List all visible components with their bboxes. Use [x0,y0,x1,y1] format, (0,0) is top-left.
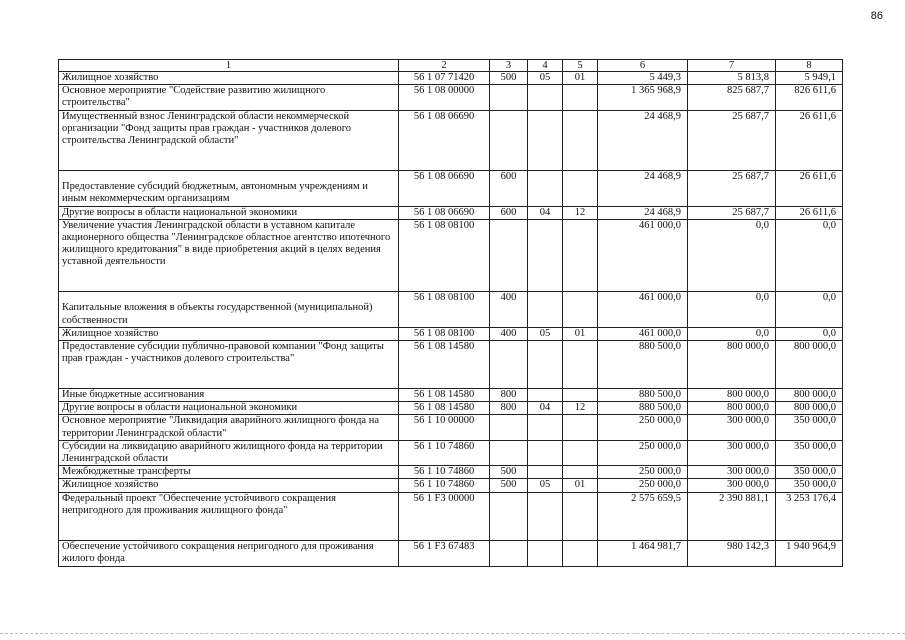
row-type-cell [490,219,528,291]
row-code-cell: 56 1 08 14580 [399,341,490,389]
row-subsection-cell [563,466,598,479]
row-year1-value: 1 365 968,9 [598,85,688,110]
row-section-cell: 05 [528,479,563,492]
row-type-cell [490,540,528,566]
row-code-cell: 56 1 08 06690 [399,110,490,170]
page-bottom-divider [0,633,905,634]
table-row [59,170,843,206]
row-year3-value: 800 000,0 [776,402,843,415]
row-section-cell [528,219,563,291]
row-year1-value: 250 000,0 [598,415,688,440]
row-year2-value: 800 000,0 [688,402,776,415]
page-number: 86 [870,10,883,22]
row-name-cell: Капитальные вложения в объекты государственной (муниципальной) собственности [59,291,399,327]
row-year1-value: 461 000,0 [598,219,688,291]
row-subsection-cell: 01 [563,72,598,85]
row-name-cell: Жилищное хозяйство [59,72,399,85]
row-section-cell [528,341,563,389]
row-year3-value: 26 611,6 [776,170,843,206]
row-type-cell: 600 [490,206,528,219]
row-year3-value: 800 000,0 [776,341,843,389]
row-name-cell: Предоставление субсидий бюджетным, автономным учреждениям и иным некоммерческим организациям [59,170,399,206]
row-code-cell: 56 1 08 08100 [399,291,490,327]
row-type-cell: 500 [490,479,528,492]
row-year3-value: 350 000,0 [776,440,843,465]
row-year1-value: 250 000,0 [598,466,688,479]
row-name-cell: Жилищное хозяйство [59,479,399,492]
row-type-cell: 400 [490,327,528,340]
row-year3-value: 26 611,6 [776,110,843,170]
table-row [59,327,843,340]
table-row [59,540,843,566]
column-header: 6 [598,60,688,72]
row-year1-value: 24 468,9 [598,206,688,219]
table-row [59,479,843,492]
table-row [59,206,843,219]
row-year2-value: 300 000,0 [688,479,776,492]
row-year3-value: 0,0 [776,327,843,340]
row-year2-value: 800 000,0 [688,389,776,402]
row-section-cell [528,389,563,402]
row-year3-value: 350 000,0 [776,415,843,440]
row-year1-value: 461 000,0 [598,327,688,340]
row-name-cell: Основное мероприятие "Ликвидация аварийного жилищного фонда на территории Ленинградской области" [59,415,399,440]
row-name-cell: Предоставление субсидии публично-правовой компании "Фонд защиты прав граждан - участников долевого строительства" [59,341,399,389]
row-name-cell: Другие вопросы в области национальной экономики [59,206,399,219]
row-code-cell: 56 1 08 00000 [399,85,490,110]
row-section-cell: 05 [528,72,563,85]
row-year2-value: 300 000,0 [688,415,776,440]
row-code-cell: 56 1 10 00000 [399,415,490,440]
table-row [59,291,843,327]
row-type-cell: 400 [490,291,528,327]
row-section-cell [528,415,563,440]
column-header: 8 [776,60,843,72]
row-name-cell: Жилищное хозяйство [59,327,399,340]
column-header: 5 [563,60,598,72]
row-type-cell [490,492,528,540]
row-year1-value: 2 575 659,5 [598,492,688,540]
row-subsection-cell: 12 [563,402,598,415]
row-subsection-cell [563,415,598,440]
row-year3-value: 800 000,0 [776,389,843,402]
row-subsection-cell [563,389,598,402]
row-year3-value: 5 949,1 [776,72,843,85]
row-name-cell: Имущественный взнос Ленинградской области некоммерческой организации "Фонд защиты прав граждан - участников долевого строительства Ленинградской области" [59,110,399,170]
column-header: 2 [399,60,490,72]
table-row [59,219,843,291]
table-header-row [59,60,843,72]
row-year2-value: 300 000,0 [688,440,776,465]
row-name-cell: Увеличение участия Ленинградской области в уставном капитале акционерного общества "Ленинградское областное агентство ипотечного жилищного кредитования" в виде приобретения акций в целях ведения уставной деятельности [59,219,399,291]
row-code-cell: 56 1 08 06690 [399,206,490,219]
row-name-cell: Субсидии на ликвидацию аварийного жилищного фонда на территории Ленинградской области [59,440,399,465]
row-year1-value: 250 000,0 [598,479,688,492]
row-year1-value: 461 000,0 [598,291,688,327]
row-subsection-cell [563,492,598,540]
row-section-cell: 05 [528,327,563,340]
row-year1-value: 1 464 981,7 [598,540,688,566]
row-year3-value: 0,0 [776,219,843,291]
row-section-cell [528,291,563,327]
row-subsection-cell [563,291,598,327]
row-year2-value: 825 687,7 [688,85,776,110]
row-code-cell: 56 1 07 71420 [399,72,490,85]
row-code-cell: 56 1 F3 67483 [399,540,490,566]
row-subsection-cell [563,170,598,206]
table-body [59,60,843,567]
row-type-cell [490,440,528,465]
table-row [59,492,843,540]
table-row [59,389,843,402]
row-section-cell [528,110,563,170]
column-header: 7 [688,60,776,72]
row-code-cell: 56 1 08 06690 [399,170,490,206]
row-year1-value: 24 468,9 [598,110,688,170]
row-year2-value: 2 390 881,1 [688,492,776,540]
column-header: 1 [59,60,399,72]
row-subsection-cell [563,110,598,170]
table-row [59,85,843,110]
row-year1-value: 880 500,0 [598,341,688,389]
row-code-cell: 56 1 08 08100 [399,327,490,340]
row-section-cell [528,440,563,465]
row-code-cell: 56 1 10 74860 [399,479,490,492]
row-year3-value: 26 611,6 [776,206,843,219]
row-name-cell: Федеральный проект "Обеспечение устойчивого сокращения непригодного для проживания жилищного фонда" [59,492,399,540]
row-subsection-cell [563,219,598,291]
row-year1-value: 5 449,3 [598,72,688,85]
row-section-cell [528,466,563,479]
row-year2-value: 25 687,7 [688,110,776,170]
row-subsection-cell [563,540,598,566]
row-year1-value: 250 000,0 [598,440,688,465]
row-subsection-cell: 01 [563,479,598,492]
row-code-cell: 56 1 08 14580 [399,402,490,415]
row-section-cell [528,170,563,206]
row-code-cell: 56 1 10 74860 [399,466,490,479]
row-section-cell [528,492,563,540]
row-subsection-cell [563,341,598,389]
row-year1-value: 880 500,0 [598,402,688,415]
table-row [59,110,843,170]
row-type-cell [490,341,528,389]
row-type-cell [490,110,528,170]
row-subsection-cell: 01 [563,327,598,340]
table-row [59,440,843,465]
row-name-cell: Другие вопросы в области национальной экономики [59,402,399,415]
row-code-cell: 56 1 F3 00000 [399,492,490,540]
row-type-cell: 500 [490,72,528,85]
row-year2-value: 0,0 [688,291,776,327]
row-type-cell [490,415,528,440]
row-subsection-cell [563,85,598,110]
row-year2-value: 0,0 [688,327,776,340]
row-subsection-cell [563,440,598,465]
column-header: 4 [528,60,563,72]
table-row [59,402,843,415]
row-year2-value: 300 000,0 [688,466,776,479]
row-name-cell: Основное мероприятие "Содействие развитию жилищного строительства" [59,85,399,110]
row-year2-value: 980 142,3 [688,540,776,566]
row-year2-value: 5 813,8 [688,72,776,85]
row-type-cell: 800 [490,389,528,402]
row-code-cell: 56 1 10 74860 [399,440,490,465]
row-type-cell [490,85,528,110]
budget-table [58,59,843,567]
row-year2-value: 800 000,0 [688,341,776,389]
table-row [59,415,843,440]
table-row [59,341,843,389]
row-name-cell: Обеспечение устойчивого сокращения непригодного для проживания жилого фонда [59,540,399,566]
row-section-cell: 04 [528,206,563,219]
row-year2-value: 25 687,7 [688,170,776,206]
row-type-cell: 500 [490,466,528,479]
row-year3-value: 1 940 964,9 [776,540,843,566]
row-name-cell: Иные бюджетные ассигнования [59,389,399,402]
row-year1-value: 880 500,0 [598,389,688,402]
row-year3-value: 3 253 176,4 [776,492,843,540]
row-code-cell: 56 1 08 14580 [399,389,490,402]
row-year3-value: 0,0 [776,291,843,327]
table-row [59,72,843,85]
row-type-cell: 600 [490,170,528,206]
row-year3-value: 350 000,0 [776,466,843,479]
row-year2-value: 25 687,7 [688,206,776,219]
row-year3-value: 826 611,6 [776,85,843,110]
column-header: 3 [490,60,528,72]
row-subsection-cell: 12 [563,206,598,219]
row-year1-value: 24 468,9 [598,170,688,206]
row-section-cell [528,540,563,566]
row-section-cell [528,85,563,110]
row-year2-value: 0,0 [688,219,776,291]
row-name-cell: Межбюджетные трансферты [59,466,399,479]
table-row [59,466,843,479]
row-type-cell: 800 [490,402,528,415]
row-code-cell: 56 1 08 08100 [399,219,490,291]
row-section-cell: 04 [528,402,563,415]
row-year3-value: 350 000,0 [776,479,843,492]
